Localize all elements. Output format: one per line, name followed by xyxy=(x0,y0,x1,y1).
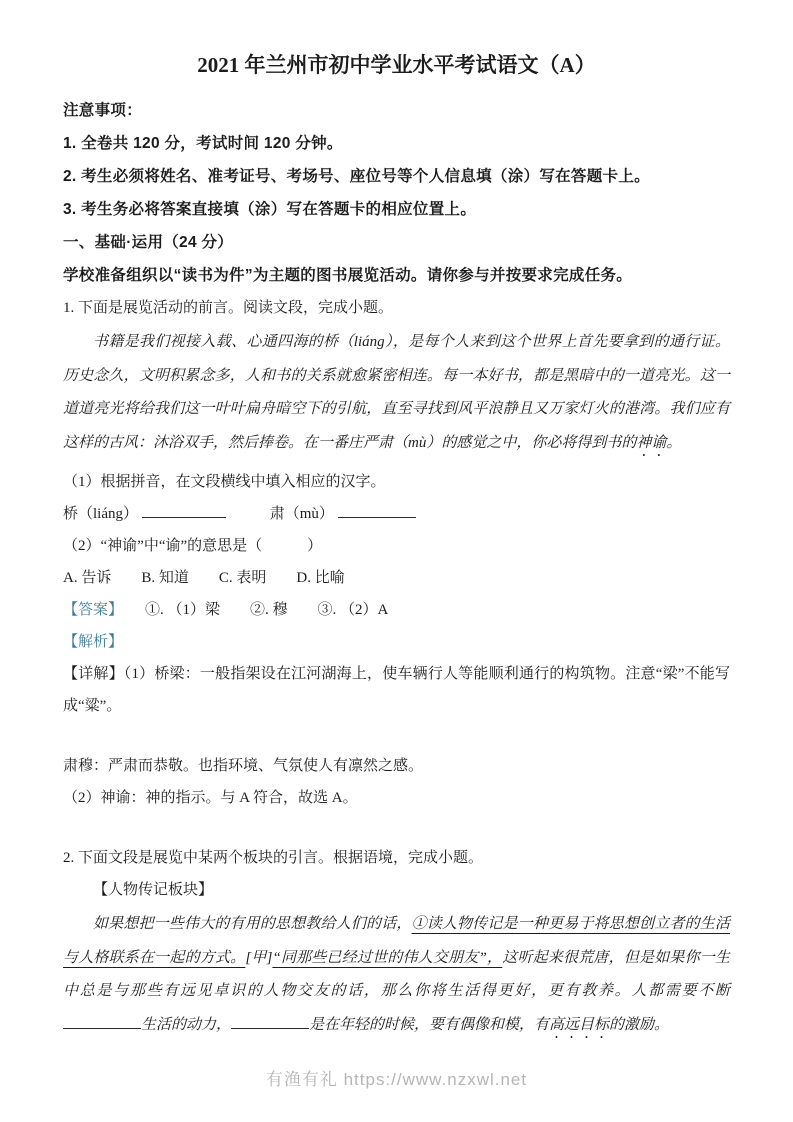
q1-analysis-row xyxy=(63,626,730,658)
analysis-label: 【解析】 xyxy=(63,634,124,650)
option-c: C. 表明 xyxy=(218,570,267,586)
option-a: A. 告诉 xyxy=(63,570,112,586)
q2-seg-2: [甲] xyxy=(245,949,273,966)
q2-emphasized-words: 高远目标 xyxy=(549,1016,610,1033)
q1-detail-line-1: 【详解】（1）桥梁：一般指架设在江河湖海上，使车辆行人等能顺利通行的构筑物。注意“梁”不能写成“粱”。 xyxy=(63,666,730,714)
page-title: 2021 年兰州市初中学业水平考试语文（A） xyxy=(197,53,596,77)
q1-answer-row xyxy=(63,594,730,626)
q1-detail-line-3: （2）神谕：神的指示。与 A 符合，故选 A。 xyxy=(63,790,358,806)
notice-item-2: 2. 考生必须将姓名、准考证号、考场号、座位号等个人信息填（涂）写在答题卡上。 xyxy=(63,168,650,185)
q1-passage-text: 书籍是我们视接入载、心通四海的桥（liáng），是每个人来到这个世界上首先要拿到的通行证。历史念久，文明积累念多，人和书的关系就愈紧密相连。每一本好书，都是黑暗中的一道亮光。这一道道亮光将给我们这一叶叶扁舟暗空下的引航，直至寻找到风平浪静且又万家灯火的港湾。我们应有这样的古风：沐浴双手，然后捧卷。在一番庄严肃（mù）的感觉之中，你必将得到书的 xyxy=(63,334,730,451)
q1-intro: 1. 下面是展览活动的前言。阅读文段，完成小题。 xyxy=(63,300,394,316)
pinyin-label-mu: 肃（mù） xyxy=(269,506,334,522)
option-d: D. 比喻 xyxy=(296,570,345,586)
q1-passage-period: 。 xyxy=(666,434,682,451)
q1-options-row xyxy=(63,562,730,594)
q2-underlined-seg-1: ①读人物传记是一种更易于将思想创立者的生活与人格联系在一起的方式。 xyxy=(63,916,730,966)
pinyin-label-liang: 桥（liáng） xyxy=(63,506,138,522)
answer-blank-mu xyxy=(338,502,416,518)
option-b: B. 知道 xyxy=(141,570,189,586)
answer-label: 【答案】 xyxy=(63,602,124,618)
q2-fill-blank-2 xyxy=(231,1013,309,1029)
q2-seg-5: 是在年轻的时候，要有偶像和模，有 xyxy=(309,1016,550,1033)
footer-watermark: 有渔有礼 https://www.nzxwl.net xyxy=(265,1070,528,1089)
q2-seg-1: 如果想把一些伟大的有用的思想教给人们的话， xyxy=(93,916,412,932)
q2-seg-4: 生活的动力， xyxy=(141,1016,232,1033)
q2-intro: 2. 下面文段是展览中某两个板块的引言。根据语境，完成小题。 xyxy=(63,850,484,866)
q1-passage-emphasized-word: 神谕 xyxy=(636,434,667,451)
q1-sub2: （2）“神谕”中“谕”的意思是（ ） xyxy=(63,538,323,554)
q2-seg-3: 这听起来很荒唐，但是如果你一生中总是与那些有远见卓识的人物交友的话，那么你将生活得更好，更有教养。人都需要不断 xyxy=(63,949,730,999)
q2-block-heading: 【人物传记板块】 xyxy=(93,882,214,898)
section-lead: 学校准备组织以“读书为件”为主题的图书展览活动。请你参与并按要求完成任务。 xyxy=(63,267,633,284)
q1-sub1: （1）根据拼音，在文段横线中填入相应的汉字。 xyxy=(63,474,386,490)
q2-seg-6: 的激励。 xyxy=(609,1016,670,1033)
answer-text: ①. （1）梁 ②. 穆 ③. （2）A xyxy=(145,602,389,618)
section-heading: 一、基础·运用（24 分） xyxy=(63,234,234,251)
q1-pinyin-blank-row xyxy=(63,498,730,530)
q1-passage xyxy=(63,326,730,460)
q2-passage xyxy=(63,908,730,1042)
notice-heading: 注意事项： xyxy=(63,102,143,119)
q1-detail-line-2: 肃穆：严肃而恭敬。也指环境、气氛使人有凛然之感。 xyxy=(63,758,424,774)
notice-item-3: 3. 考生务必将答案直接填（涂）写在答题卡的相应位置上。 xyxy=(63,201,477,218)
notice-item-1: 1. 全卷共 120 分，考试时间 120 分钟。 xyxy=(63,135,343,152)
answer-blank-liang xyxy=(142,502,226,518)
q2-fill-blank-1 xyxy=(63,1013,141,1029)
q2-underlined-seg-2: “同那些已经过世的伟人交朋友”， xyxy=(272,949,503,966)
